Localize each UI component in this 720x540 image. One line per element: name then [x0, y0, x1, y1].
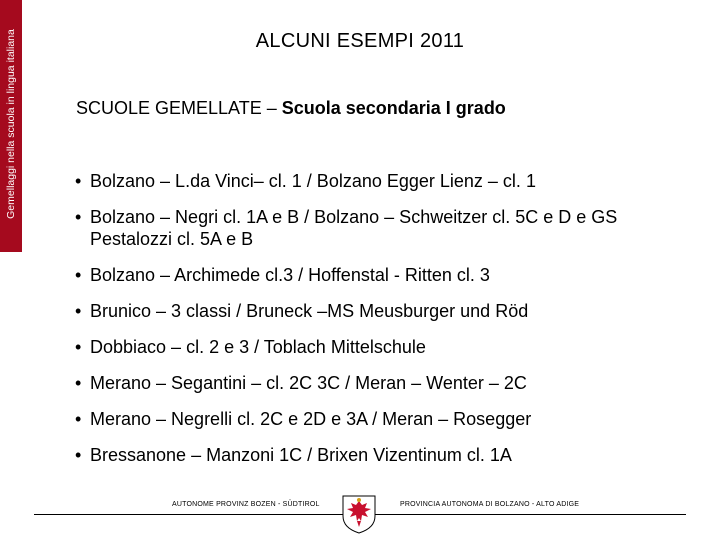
list-item: • Merano – Segantini – cl. 2C 3C / Meran – Wenter – 2C — [75, 372, 675, 394]
footer-right-text: PROVINCIA AUTONOMA DI BOLZANO - ALTO ADIGE — [400, 501, 580, 508]
list-item: • Bolzano – Negri cl. 1A e B / Bolzano – Schweitzer cl. 5C e D e GS Pestalozzi cl. 5A e B — [75, 206, 675, 250]
list-item: • Bolzano – L.da Vinci– cl. 1 / Bolzano Egger Lienz – cl. 1 — [75, 170, 675, 192]
slide-subtitle — [76, 98, 506, 119]
slide-title — [0, 30, 720, 53]
list-item: • Merano – Negrelli cl. 2C e 2D e 3A / Meran – Rosegger — [75, 408, 675, 430]
sidebar-label: Gemellaggi nella scuola in lingua italiana — [5, 29, 17, 219]
eagle-crest-icon — [340, 494, 378, 534]
subtitle-bold: Scuola secondaria I grado — [281, 98, 506, 118]
slide-title-text: ALCUNI ESEMPI 2011 — [255, 30, 465, 52]
footer-left-text: AUTONOME PROVINZ BOZEN - SÜDTIROL — [172, 501, 320, 508]
subtitle-prefix: SCUOLE GEMELLATE – — [76, 98, 282, 118]
bullet-list — [75, 170, 675, 480]
list-item: • Bolzano – Archimede cl.3 / Hoffenstal - Ritten cl. 3 — [75, 264, 675, 286]
list-item: • Dobbiaco – cl. 2 e 3 / Toblach Mittelschule — [75, 336, 675, 358]
list-item: • Brunico – 3 classi / Bruneck –MS Meusburger und Röd — [75, 300, 675, 322]
list-item: • Bressanone – Manzoni 1C / Brixen Vizentinum cl. 1A — [75, 444, 675, 466]
